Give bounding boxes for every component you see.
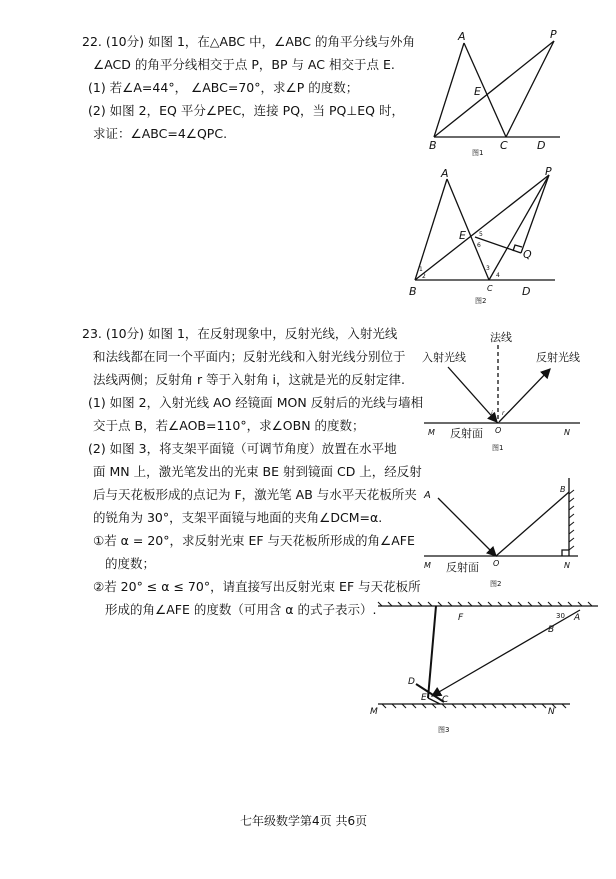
fig2-label-q: Q xyxy=(523,248,532,261)
q23-fig1-label-o: O xyxy=(495,426,502,435)
q23-fig1-normal-label: 法线 xyxy=(490,331,512,344)
q23-fig2-mirror-label: 反射面 xyxy=(446,561,479,574)
q23-fig1-mirror-label: 反射面 xyxy=(450,427,483,440)
fig1-label-e: E xyxy=(474,85,481,98)
fig1-label-p: P xyxy=(550,28,557,41)
q23-fig1-label-m: M xyxy=(428,428,435,437)
q22-line-1: 22. (10分) 如图 1，在△ABC 中，∠ABC 的角平分线与外角 xyxy=(82,34,415,49)
q23-fig1-incident-label: 入射光线 xyxy=(422,351,466,364)
q23-line-2: 和法线都在同一个平面内；反射光线和入射光线分别位于 xyxy=(93,349,406,364)
fig2-angle-3: 3 xyxy=(486,265,490,272)
fig2-label-p: P xyxy=(545,165,552,178)
q23-line-5: 交于点 B，若∠AOB=110°，求∠OBN 的度数； xyxy=(93,418,365,433)
fig2-label-c: C xyxy=(487,284,493,293)
fig1-caption: 图1 xyxy=(472,149,484,157)
q23-fig2-label-m: M xyxy=(424,561,431,570)
q23-fig2-label-b: B xyxy=(560,485,566,494)
q23-fig2-label-o: O xyxy=(493,559,500,568)
q23-fig1-angle-r: r xyxy=(502,410,505,417)
q23-fig1-label-n: N xyxy=(564,428,570,437)
fig2-caption: 图2 xyxy=(475,297,487,305)
fig1-label-a: A xyxy=(458,30,466,43)
q23-fig3-label-a: A xyxy=(574,613,581,623)
q23-line-9: 的锐角为 30°，支架平面镜与地面的夹角∠DCM=α. xyxy=(93,510,383,525)
q23-line-6: (2) 如图 3，将支架平面镜（可调节角度）放置在水平地 xyxy=(88,441,397,456)
q23-fig3-label-b: B xyxy=(548,625,555,635)
q23-fig3-label-d: D xyxy=(408,677,415,687)
fig2-label-b: B xyxy=(409,285,417,298)
page-footer: 七年级数学第4页 共6页 xyxy=(240,814,368,828)
q22-line-3: (1) 若∠A=44°， ∠ABC=70°，求∠P 的度数； xyxy=(88,80,359,95)
q22-figure-2 xyxy=(405,165,575,305)
q23-line-12: ②若 20° ≤ α ≤ 70°，请直接写出反射光束 EF 与天花板所 xyxy=(93,579,421,594)
fig1-label-b: B xyxy=(429,139,437,152)
q23-line-7: 面 MN 上，激光笔发出的光束 BE 射到镜面 CD 上，经反射 xyxy=(93,464,422,479)
q22-line-5: 求证：∠ABC=4∠QPC. xyxy=(93,126,228,141)
fig2-label-d: D xyxy=(522,285,531,298)
q23-fig1-caption: 图1 xyxy=(492,444,504,452)
q22-line-4: (2) 如图 2，EQ 平分∠PEC，连接 PQ，当 PQ⊥EQ 时， xyxy=(88,103,404,118)
q23-fig3-label-n: N xyxy=(548,707,555,717)
fig2-angle-5: 5 xyxy=(479,231,483,238)
q23-figure-1 xyxy=(418,325,588,455)
q23-fig3-caption: 图3 xyxy=(438,726,450,734)
q23-line-11: 的度数； xyxy=(105,556,156,571)
q23-fig2-caption: 图2 xyxy=(490,580,502,588)
q23-line-3: 法线两侧；反射角 r 等于入射角 i，这就是光的反射定律. xyxy=(93,372,406,387)
fig2-label-a: A xyxy=(441,167,449,180)
q23-fig1-reflected-label: 反射光线 xyxy=(536,351,580,364)
q23-line-8: 后与天花板形成的点记为 F，激光笔 AB 与水平天花板所夹 xyxy=(93,487,417,502)
q23-fig3-angle-30: 30 xyxy=(556,612,565,620)
q23-fig3-label-c: C xyxy=(442,695,449,705)
fig2-angle-6: 6 xyxy=(477,242,481,249)
q23-fig3-label-m: M xyxy=(370,707,378,717)
fig2-label-e: E xyxy=(459,229,466,242)
q23-line-1: 23. (10分) 如图 1，在反射现象中，反射光线，入射光线 xyxy=(82,326,398,341)
fig2-angle-1: 1 xyxy=(419,266,423,273)
q22-line-2: ∠ACD 的角平分线相交于点 P，BP 与 AC 相交于点 E. xyxy=(93,57,395,72)
fig2-angle-4: 4 xyxy=(496,272,500,279)
q23-fig2-label-n: N xyxy=(564,561,570,570)
q23-line-4: (1) 如图 2，入射光线 AO 经镜面 MON 反射后的光线与墙相 xyxy=(88,395,424,410)
q23-fig2-label-a: A xyxy=(424,490,431,501)
q23-fig3-label-f: F xyxy=(458,613,464,623)
fig1-label-c: C xyxy=(500,139,508,152)
fig1-label-d: D xyxy=(537,139,546,152)
q23-fig3-label-e: E xyxy=(421,693,427,703)
q23-figure-2 xyxy=(418,470,588,595)
q23-line-13: 形成的角∠AFE 的度数（可用含 α 的式子表示）. xyxy=(105,602,377,617)
q22-figure-1 xyxy=(420,25,570,160)
fig2-angle-2: 2 xyxy=(422,273,426,280)
q23-fig1-angle-i: i xyxy=(491,410,493,417)
q23-figure-3 xyxy=(370,598,602,743)
q23-line-10: ①若 α = 20°，求反射光束 EF 与天花板所形成的角∠AFE xyxy=(93,533,415,548)
